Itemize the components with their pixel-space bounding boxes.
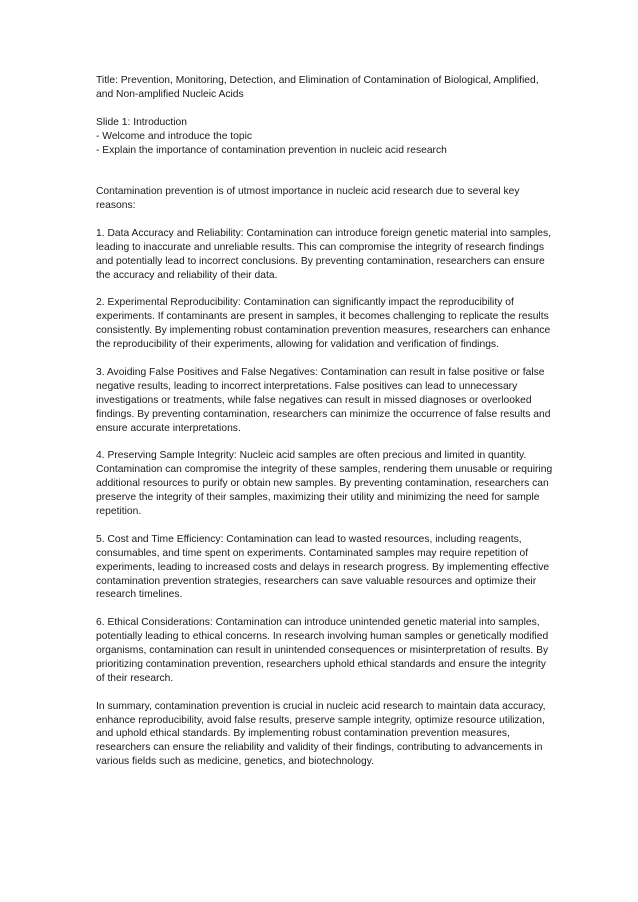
slide-bullet: - Explain the importance of contamination prevention in nucleic acid research [96,144,447,156]
reason-paragraph: 5. Cost and Time Efficiency: Contamination can lead to wasted resources, including reagents, consumables, and time spent on experiments. Contaminated samples may require repetition of experiments, leading to increased costs and delays in research progress. By implementing effective contamination prevention strategies, researchers can save valuable resources and optimize their research timelines. [96,533,550,601]
reason-paragraph: 1. Data Accuracy and Reliability: Contamination can introduce foreign genetic material into samples, leading to inaccurate and unreliable results. This can compromise the integrity of research findings and potentially lead to incorrect conclusions. By preventing contamination, researchers can ensure the accuracy and reliability of their data. [96,227,552,281]
summary-paragraph: In summary, contamination prevention is crucial in nucleic acid research to maintain data accuracy, enhance reproducibility, avoid false results, preserve sample integrity, optimize resource utilization, and uphold ethical standards. By implementing robust contamination prevention measures, researchers can ensure the reliability and validity of their findings, contributing to advancements in various fields such as medicine, genetics, and biotechnology. [96,700,546,768]
reason-paragraph: 4. Preserving Sample Integrity: Nucleic acid samples are often precious and limited in quantity. Contamination can compromise the integrity of these samples, rendering them unusable or requiring additional resources to purify or obtain new samples. By preventing contamination, researchers can preserve the integrity of their samples, maximizing their utility and minimizing the need for sample repetition. [96,450,553,517]
reason-paragraph: 3. Avoiding False Positives and False Negatives: Contamination can result in false positive or false negative results, leading to incorrect interpretations. False positives can lead to unnecessary investigations or treatments, while false negatives can result in missed diagnoses or overlooked findings. By preventing contamination, researchers can minimize the occurrence of false results and ensure accurate interpretations. [96,366,551,434]
document-title: Title: Prevention, Monitoring, Detection, and Elimination of Contamination of Biological, Amplified, and Non-amplified Nucleic Acids [96,75,539,100]
reason-paragraph: 2. Experimental Reproducibility: Contamination can significantly impact the reproducibility of experiments. If contaminants are present in samples, it becomes challenging to replicate the results consistently. By implementing robust contamination prevention measures, researchers can enhance the reproducibility of their experiments, allowing for validation and verification of findings. [96,297,551,351]
document-body [96,74,556,783]
slide-heading: Slide 1: Introduction [96,116,188,128]
slide-section [96,116,556,158]
slide-bullet: - Welcome and introduce the topic [96,130,253,142]
reason-paragraph: 6. Ethical Considerations: Contamination can introduce unintended genetic material into samples, potentially leading to ethical concerns. In research involving human samples or genetically modified organisms, contamination can result in unintended consequences or misinterpretation of results. By prioritizing contamination prevention, researchers uphold ethical standards and ensure the integrity of their research. [96,617,549,684]
intro-paragraph: Contamination prevention is of utmost importance in nucleic acid research due to several key reasons: [96,186,520,212]
